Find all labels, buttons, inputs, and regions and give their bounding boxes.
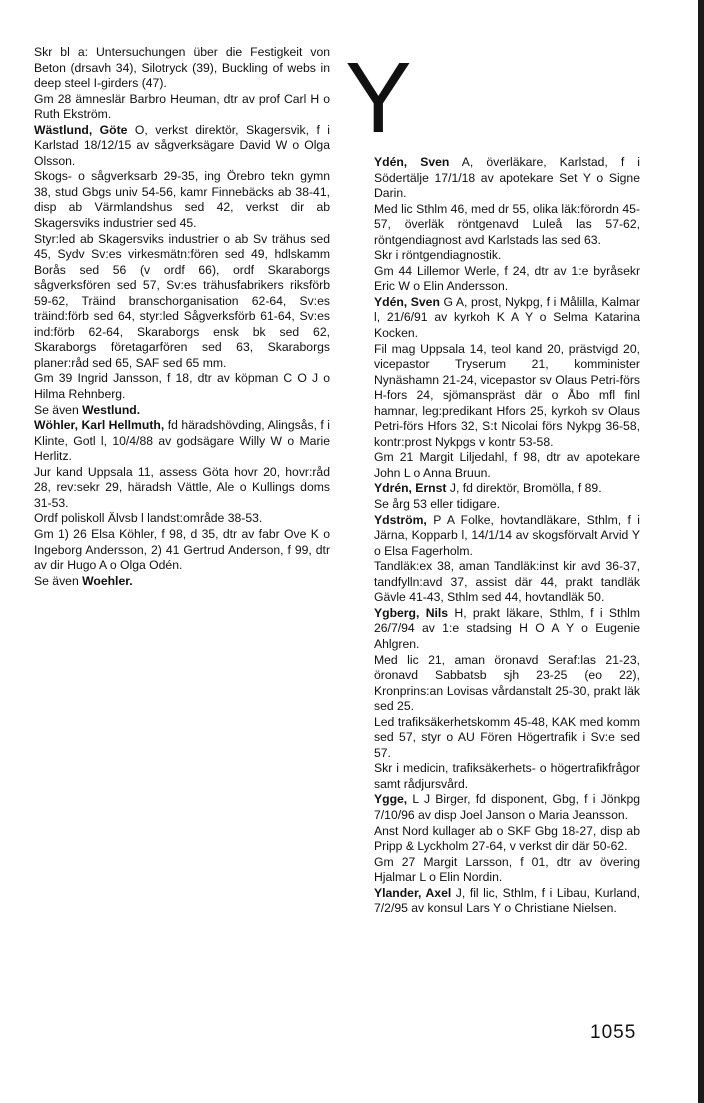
biography-entry [374,606,640,793]
entry-text: Se även Westlund. [34,402,141,417]
entry-name: Ydén, Sven [374,294,440,309]
entry-name: Ylander, Axel [374,885,452,900]
entry-paragraph [374,761,640,792]
entry-paragraph [374,855,640,886]
left-column [34,45,330,589]
entry-name: Ygge, [374,792,408,807]
entry-paragraph [374,155,640,202]
entry-paragraph [34,45,330,92]
entry-text: J, fd direktör, Bromölla, f 89. [446,481,602,496]
entry-text: P A Folke, hovtandläkare, Sthlm, f i Järna, Kopparb l, 14/1/14 av skogsförvalt Arvid Y o Elsa Fagerholm. [374,512,640,558]
entry-text: L J Birger, fd disponent, Gbg, f i Jönkpg 7/10/96 av disp Joel Janson o Maria Jeansson. [374,792,640,822]
entry-text: Skr bl a: Untersuchungen über die Festigkeit von Beton (drsavh 34), Silotryck (39), Buckling of webs in deep steel I-girders (47). [34,45,330,91]
entry-text: Gm 21 Margit Liljedahl, f 98, dtr av apotekare John L o Anna Bruun. [374,450,640,480]
entry-text: Skr i röntgendiagnostik. [374,248,502,263]
entry-paragraph [374,886,640,917]
page-edge [698,0,704,1103]
entry-text: Tandläk:ex 38, aman Tandläk:inst kir avd 36-37, tandfylln:avd 37, assist där 44, prakt tandläk Gävle 41-43, Sthlm sed 44, hovtandläk 50. [374,559,640,605]
entry-paragraph [374,559,640,606]
biography-entry [34,123,330,418]
entry-paragraph [374,450,640,481]
entry-paragraph [374,792,640,823]
entry-paragraph [34,574,330,590]
entry-paragraph [374,481,640,497]
entry-text: Se även Woehler. [34,573,133,588]
entry-text: H, prakt läkare, Sthlm, f i Sthlm 26/7/94 av 1:e stadsing H O A Y o Eugenie Ahlgren. [374,605,641,651]
entry-text: Anst Nord kullager ab o SKF Gbg 18-27, disp ab Pripp & Lyckholm 27-64, v verkst dir där 50-62. [374,823,640,854]
entry-name: Wästlund, Göte [34,122,128,137]
cross-reference: Westlund. [82,402,141,417]
entry-text: Med lic 21, aman öronavd Seraf:las 21-23, öronavd Sabbatsb sjh 23-25 (eo 22), Kronprins:an Lovisas vårdanstalt 25-30, prakt läk sed 25. [374,652,640,714]
entry-text: Med lic Sthlm 46, med dr 55, olika läk:förordn 45-57, överläk röntgenavd Luleå las 57-62, röntgendiagnost avd Karlstads las sed 63. [374,201,640,247]
entry-paragraph [374,824,640,855]
entry-paragraph [34,418,330,465]
entry-name: Ydrén, Ernst [374,481,447,496]
entry-paragraph [374,653,640,715]
entry-text: Se årg 53 eller tidigare. [374,497,501,512]
entry-text: Gm 28 ämneslär Barbro Heuman, dtr av prof Carl H o Ruth Ekström. [34,91,330,122]
biography-entry [374,155,640,295]
entry-paragraph [34,465,330,512]
entry-paragraph [374,295,640,342]
entry-paragraph [34,511,330,527]
biography-entry [374,792,640,885]
biography-entry [374,513,640,606]
entry-paragraph [34,232,330,372]
entry-text: G A, prost, Nykpg, f i Målilla, Kalmar l, 21/6/91 av kyrkoh K A Y o Selma Katarina Kocken. [374,294,640,341]
entry-text: Ordf poliskoll Älvsb l landst:område 38-53. [34,511,263,526]
entry-paragraph [374,342,640,451]
entry-text: Gm 44 Lillemor Werle, f 24, dtr av 1:e byråsekr Eric W o Elin Andersson. [374,263,640,294]
biography-entry [34,45,330,123]
entry-paragraph [374,513,640,560]
entry-text: Gm 39 Ingrid Jansson, f 18, dtr av köpman C O J o Hilma Rehnberg. [34,371,330,402]
entry-paragraph [374,248,640,264]
entry-paragraph [34,403,330,419]
entry-text: O, verkst direktör, Skagersvik, f i Karlstad 18/12/15 av sågverksägare David W o Olga Olsson. [34,122,331,168]
entry-text: Fil mag Uppsala 14, teol kand 20, prästvigd 20, vicepastor Tryserum 21, komminister Nynäshamn 21-24, vicepastor sv Olaus Petri-förs H-fors 24, sjömanspräst där o Åbo mfl finl hamnar, leg:predikant Hfors 25, kyrkoh sv Olaus Petri-förs Hfors 32, S:t Nicolai förs Nykpg 36-58, kontr:prost Nykpgs v kontr 53-58. [374,341,640,449]
right-column [374,155,640,917]
entry-paragraph [374,715,640,762]
entry-text: J, fil lic, Sthlm, f i Libau, Kurland, 7/2/95 av konsul Lars Y o Christiane Nielsen. [374,885,640,916]
entry-paragraph [374,264,640,295]
entry-text: Jur kand Uppsala 11, assess Göta hovr 20, hovr:råd 28, rev:sekr 29, häradsh Vättle, Ale o Kullings doms 31-53. [34,464,330,510]
entry-paragraph [374,202,640,249]
entry-text: Skogs- o sågverksarb 29-35, ing Örebro tekn gymn 38, stud Gbgs univ 54-56, kamr Finnebäcks ab 38-41, disp ab Värmlandshus sed 42, verkst dir ab Skagersviks industrier sed 45. [34,169,330,231]
biography-entry [374,295,640,482]
biography-entry [374,886,640,917]
entry-text: Gm 27 Margit Larsson, f 01, dtr av övering Hjalmar L o Elin Nordin. [374,854,640,885]
entry-paragraph [374,497,640,513]
cross-reference: Woehler. [82,573,133,588]
entry-paragraph [34,92,330,123]
entry-paragraph [374,606,640,653]
entry-paragraph [34,371,330,402]
entry-name: Ydén, Sven [374,155,450,169]
section-letter: Y [345,42,412,154]
entry-text: fd häradshövding, Alingsås, f i Klinte, Gotl l, 10/4/88 av godsägare Willy W o Marie Herlitz. [34,418,331,464]
entry-paragraph [34,527,330,574]
entry-text: A, överläkare, Karlstad, f i Södertälje 17/1/18 av apotekare Set Y o Signe Darin. [374,155,640,201]
entry-name: Ygberg, Nils [374,605,449,620]
entry-name: Wöhler, Karl Hellmuth, [34,418,165,433]
entry-text: Led trafiksäkerhetskomm 45-48, KAK med komm sed 57, styr o AU Fören Högertrafik i Sv:e sed 57. [374,714,640,760]
entry-text: Gm 1) 26 Elsa Köhler, f 98, d 35, dtr av fabr Ove K o Ingeborg Andersson, 2) 41 Gertrud Anderson, f 99, dtr av dir Hugo A o Olga Odén. [34,526,330,573]
entry-name: Ydström, [374,512,427,527]
page-number: 1055 [590,1022,637,1043]
entry-paragraph [34,123,330,170]
entry-text: Skr i medicin, trafiksäkerhets- o högertrafikfrågor samt rådjursvård. [374,761,640,791]
entry-text: Styr:led ab Skagersviks industrier o ab Sv trähus sed 45, Sydv Sv:es virkesmätn:fören sed 49, hdlskamm Borås sed 56 (v ordf 66), ordf Skaraborgs sågverksfören sed 57, Sv:es trähusfabrikers riksförb 59-62, Träind branschorganisation 62-64, Sv:es träind:förb sed 64, styr:led Sågverksförb 61-64, Sv:es ind:förb 62-64, Skaraborgs ensk bk sed 62, Skaraborgs företagarfören sed 63, Skaraborgs planer:råd sed 65, SAF sed 65 mm. [34,231,330,370]
biography-entry [374,481,640,512]
entry-paragraph [34,169,330,231]
biography-entry [34,418,330,589]
